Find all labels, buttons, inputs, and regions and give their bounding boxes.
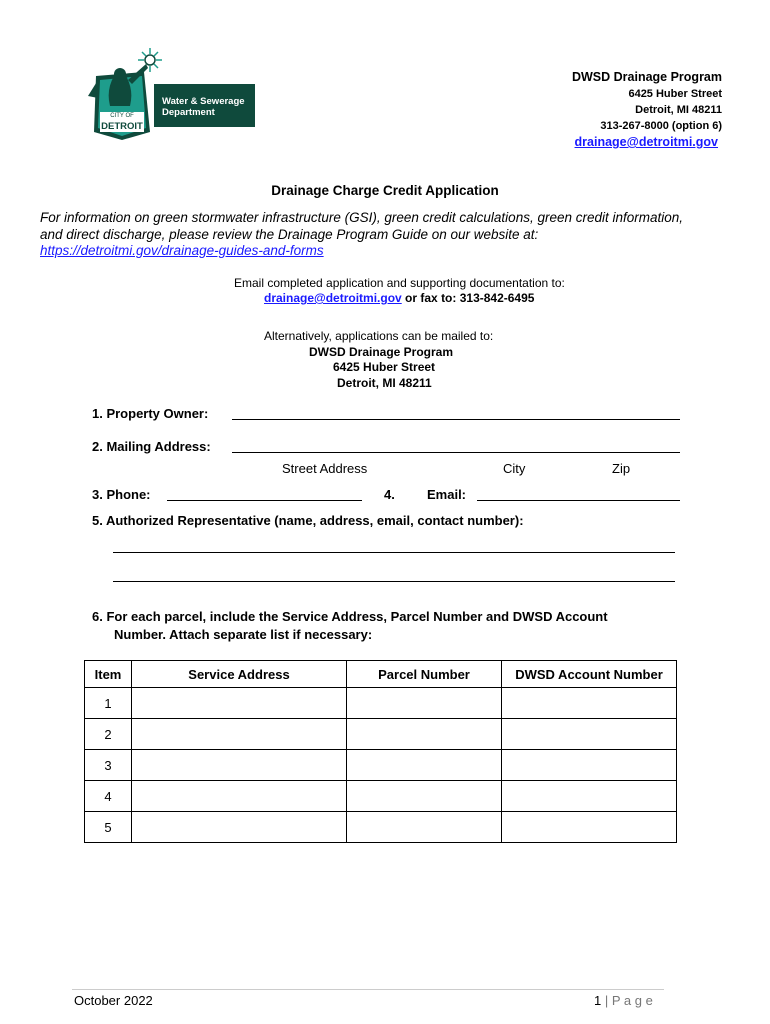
submit-fax: or fax to: 313-842-6495 [401, 291, 535, 305]
account-number-cell[interactable] [502, 719, 677, 750]
authorized-rep-field-1[interactable] [113, 552, 675, 553]
mail-street: 6425 Huber Street [333, 360, 436, 374]
parcel-number-cell[interactable] [347, 750, 502, 781]
mailing-address-field[interactable] [232, 452, 680, 453]
dwsd-logo [84, 46, 256, 142]
header-phone: 313-267-8000 (option 6) [600, 120, 722, 132]
mail-instructions: Alternatively, applications can be mailed to: [264, 329, 494, 343]
footer-divider [72, 989, 664, 990]
row-item-number: 2 [85, 719, 132, 750]
parcel-number-cell[interactable] [347, 719, 502, 750]
authorized-rep-field-2[interactable] [113, 581, 675, 582]
phone-label: 3. Phone: [92, 487, 151, 502]
service-address-cell[interactable] [132, 750, 347, 781]
table-row [85, 750, 677, 781]
header-parcel-number: Parcel Number [347, 661, 502, 688]
field-4-number: 4. [384, 487, 395, 502]
parcel-table-header [85, 661, 677, 688]
row-item-number: 1 [85, 688, 132, 719]
header-dwsd-account-number: DWSD Account Number [502, 661, 677, 688]
service-address-cell[interactable] [132, 781, 347, 812]
table-row [85, 688, 677, 719]
service-address-cell[interactable] [132, 688, 347, 719]
account-number-cell[interactable] [502, 781, 677, 812]
parcel-instructions-line-1: 6. For each parcel, include the Service Address, Parcel Number and DWSD Account [92, 609, 608, 624]
zip-caption: Zip [612, 461, 631, 476]
logo-city-name: DETROIT [101, 121, 143, 132]
header-service-address: Service Address [132, 661, 347, 688]
parcel-table [84, 660, 677, 843]
row-item-number: 3 [85, 750, 132, 781]
account-number-cell[interactable] [502, 688, 677, 719]
mail-city: Detroit, MI 48211 [337, 376, 432, 390]
table-row [85, 781, 677, 812]
service-address-cell[interactable] [132, 719, 347, 750]
table-row [85, 719, 677, 750]
authorized-rep-label: 5. Authorized Representative (name, address, email, contact number): [92, 513, 524, 528]
intro-line-2: and direct discharge, please review the Drainage Program Guide on our website at: [40, 227, 539, 242]
service-address-cell[interactable] [132, 812, 347, 843]
intro-line-1: For information on green stormwater infrastructure (GSI), green credit calculations, green credit information, [40, 210, 684, 225]
email-label: Email: [427, 487, 467, 502]
intro-url-link[interactable]: https://detroitmi.gov/drainage-guides-and-forms [40, 243, 324, 258]
account-number-cell[interactable] [502, 812, 677, 843]
logo-dept-line1: Water & Sewerage [162, 96, 245, 107]
parcel-number-cell[interactable] [347, 781, 502, 812]
submit-instructions: Email completed application and supporting documentation to: [234, 276, 565, 290]
row-item-number: 4 [85, 781, 132, 812]
parcel-number-cell[interactable] [347, 688, 502, 719]
footer-page-number [594, 993, 653, 1008]
header-item: Item [85, 661, 132, 688]
email-field[interactable] [477, 500, 680, 501]
account-number-cell[interactable] [502, 750, 677, 781]
submit-email-link[interactable]: drainage@detroitmi.gov [264, 291, 402, 305]
page-number: 1 [594, 993, 602, 1008]
footer-date: October 2022 [74, 993, 153, 1008]
logo-dept-line2: Department [162, 107, 215, 118]
logo-city-of: CITY OF [110, 113, 134, 119]
property-owner-field[interactable] [232, 419, 680, 420]
page-title: Drainage Charge Credit Application [271, 183, 499, 198]
header-program: DWSD Drainage Program [571, 70, 722, 84]
row-item-number: 5 [85, 812, 132, 843]
page-word: | P a g e [604, 993, 653, 1008]
street-address-caption: Street Address [282, 461, 368, 476]
header-city: Detroit, MI 48211 [635, 104, 722, 116]
mailing-address-label: 2. Mailing Address: [92, 439, 211, 454]
header-email-link[interactable]: drainage@detroitmi.gov [574, 135, 718, 149]
parcel-instructions-line-2: Number. Attach separate list if necessary: [114, 627, 373, 642]
city-caption: City [503, 461, 526, 476]
submit-contact [264, 291, 534, 305]
phone-field[interactable] [167, 500, 362, 501]
table-row [85, 812, 677, 843]
parcel-number-cell[interactable] [347, 812, 502, 843]
mail-program: DWSD Drainage Program [309, 345, 454, 359]
property-owner-label: 1. Property Owner: [92, 406, 209, 421]
header-street: 6425 Huber Street [628, 88, 722, 100]
